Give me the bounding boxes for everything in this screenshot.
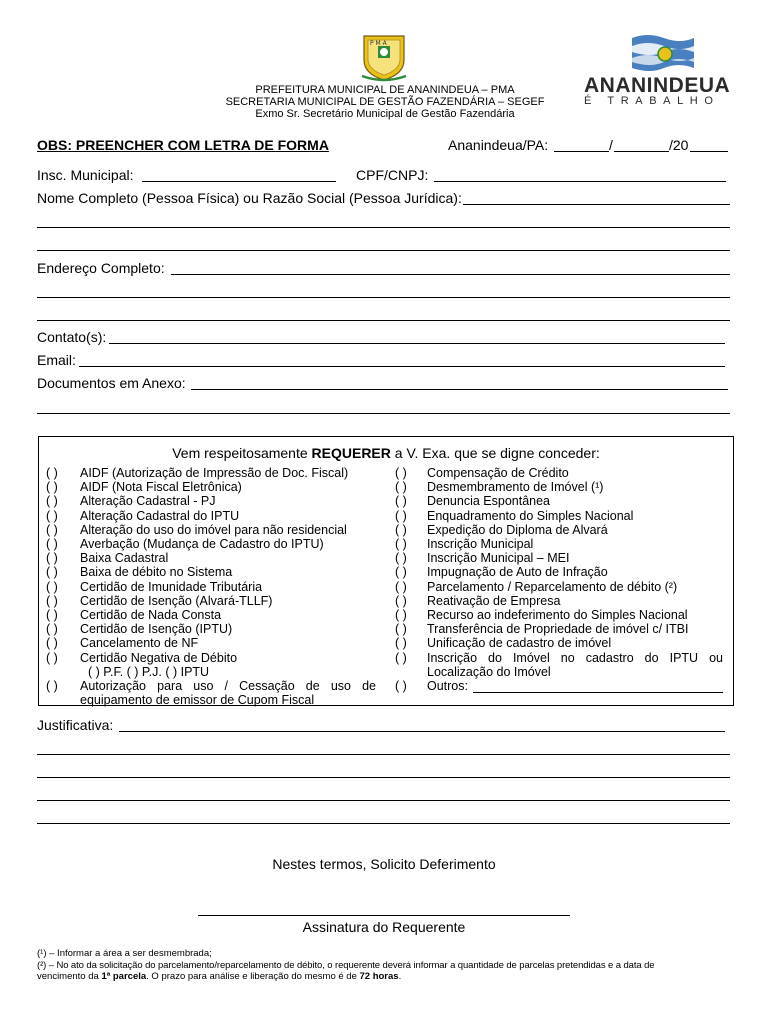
- option-left-5: Averbação (Mudança de Cadastro do IPTU): [80, 537, 324, 551]
- option-right-0: Compensação de Crédito: [427, 466, 569, 480]
- option-left-3: Alteração Cadastral do IPTU: [80, 508, 240, 523]
- checkbox-left-0[interactable]: ( ): [46, 466, 58, 480]
- checkbox-left-12[interactable]: ( ): [46, 636, 58, 651]
- cpf-field[interactable]: [434, 181, 726, 182]
- endereco-field-line-2[interactable]: [37, 297, 730, 298]
- checkbox-left-11[interactable]: ( ): [46, 622, 58, 637]
- checkbox-left-7[interactable]: ( ): [46, 565, 58, 580]
- checkbox-right-10[interactable]: ( ): [395, 608, 407, 622]
- justificativa-line-5[interactable]: [37, 823, 730, 824]
- footnote-2-end: .: [398, 971, 402, 982]
- endereco-field-line-3[interactable]: [37, 320, 730, 321]
- option-right-7: Impugnação de Auto de Infração: [427, 565, 608, 580]
- checkbox-left-4[interactable]: ( ): [46, 522, 58, 537]
- date-label: Ananindeua/PA:: [448, 137, 549, 153]
- date-sep-1: /: [609, 137, 613, 153]
- checkbox-right-0[interactable]: ( ): [395, 466, 407, 480]
- footnote-2: [37, 960, 732, 982]
- date-year-field[interactable]: [690, 151, 728, 152]
- checkbox-left-5[interactable]: ( ): [46, 537, 58, 551]
- checkbox-left-2[interactable]: ( ): [46, 494, 58, 509]
- justificativa-field[interactable]: [119, 731, 725, 732]
- endereco-label: Endereço Completo:: [37, 260, 165, 276]
- checkbox-left-6[interactable]: ( ): [46, 551, 58, 566]
- option-left-11: Certidão de Isenção (IPTU): [80, 622, 233, 637]
- checkbox-left-10[interactable]: ( ): [46, 608, 58, 622]
- city-logo-word: ANANINDEUA: [584, 74, 731, 97]
- option-left-4: Alteração do uso do imóvel para não residencial: [80, 522, 347, 537]
- justificativa-line-4[interactable]: [37, 800, 730, 801]
- date-sep-2: /20: [669, 137, 689, 153]
- footnote-1: (¹) – Informar a área a ser desmembrada;: [37, 948, 212, 959]
- contato-label: Contato(s):: [37, 329, 107, 345]
- date-month-field[interactable]: [614, 151, 669, 152]
- checkbox-right-1[interactable]: ( ): [395, 480, 407, 495]
- documentos-field-line-2[interactable]: [37, 413, 730, 414]
- footnote-2-line-a: (²) – No ato da solicitação do parcelamento/reparcelamento de débito, o requerente deverá informar a quantidade de parcelas pretendidas e a data de: [37, 960, 655, 971]
- option-right-5: Inscrição Municipal: [427, 537, 534, 551]
- option-left-6: Baixa Cadastral: [80, 551, 169, 566]
- option-right-2: Denuncia Espontânea: [427, 494, 551, 509]
- checkbox-left-13[interactable]: ( ): [46, 650, 58, 665]
- checkbox-right-7[interactable]: ( ): [395, 565, 407, 580]
- email-label: Email:: [37, 352, 76, 368]
- checkbox-right-4[interactable]: ( ): [395, 522, 407, 537]
- option-right-10: Recurso ao indeferimento do Simples Nacional: [427, 608, 688, 622]
- pma-crest-text: P M A: [370, 40, 387, 47]
- option-right-4: Expedição do Diploma de Alvará: [427, 522, 608, 537]
- request-intro-pre: Vem respeitosamente: [172, 445, 312, 461]
- footnote-2-pre: vencimento da: [37, 971, 102, 982]
- checkbox-left-15[interactable]: ( ): [46, 679, 58, 693]
- checkbox-right-11[interactable]: ( ): [395, 622, 407, 637]
- email-field[interactable]: [79, 366, 725, 367]
- checkbox-right-2[interactable]: ( ): [395, 494, 407, 509]
- option-left-2: Alteração Cadastral - PJ: [80, 494, 216, 509]
- option-left-9: Certidão de Isenção (Alvará-TLLF): [80, 593, 273, 608]
- option-left-10: Certidão de Nada Consta: [80, 608, 222, 622]
- option-left-12: Cancelamento de NF: [80, 636, 199, 651]
- option-right-6: Inscrição Municipal – MEI: [427, 551, 570, 566]
- signature-line[interactable]: [198, 915, 570, 916]
- option-left-7: Baixa de débito no Sistema: [80, 565, 233, 580]
- insc-label: Insc. Municipal:: [37, 167, 134, 183]
- request-intro-bold: REQUERER: [311, 445, 391, 461]
- checkbox-left-9[interactable]: ( ): [46, 593, 58, 608]
- request-intro: [38, 445, 734, 461]
- checkbox-left-1[interactable]: ( ): [46, 480, 58, 495]
- option-left-14[interactable]: ( ) P.F. ( ) P.J. ( ) IPTU: [88, 664, 210, 679]
- option-left-0: AIDF (Autorização de Impressão de Doc. Fiscal): [80, 466, 349, 480]
- checkbox-right-15[interactable]: ( ): [395, 679, 407, 693]
- option-right-8: Parcelamento / Reparcelamento de débito (²): [427, 579, 678, 594]
- option-right-12: Unificação de cadastro de imóvel: [427, 636, 612, 651]
- endereco-field[interactable]: [171, 274, 730, 275]
- insc-field[interactable]: [142, 181, 336, 182]
- option-right-1: Desmembramento de Imóvel (¹): [427, 480, 604, 495]
- documentos-field[interactable]: [191, 389, 728, 390]
- header-line-1: PREFEITURA MUNICIPAL DE ANANINDEUA – PMA: [255, 84, 515, 96]
- option-right-9: Reativação de Empresa: [427, 593, 561, 608]
- checkbox-right-3[interactable]: ( ): [395, 508, 407, 523]
- checkbox-right-8[interactable]: ( ): [395, 579, 407, 594]
- nome-label: Nome Completo (Pessoa Física) ou Razão Social (Pessoa Jurídica):: [37, 190, 462, 206]
- option-left-16: equipamento de emissor de Cupom Fiscal: [80, 693, 315, 708]
- option-right-15: Outros:: [427, 679, 468, 693]
- option-left-1: AIDF (Nota Fiscal Eletrônica): [80, 480, 242, 495]
- checkbox-right-5[interactable]: ( ): [395, 537, 407, 551]
- checkbox-right-12[interactable]: ( ): [395, 636, 407, 651]
- checkbox-left-8[interactable]: ( ): [46, 579, 58, 594]
- pma-crest-logo: [358, 32, 410, 82]
- contato-field[interactable]: [109, 343, 725, 344]
- option-right-11: Transferência de Propriedade de imóvel c/ ITBI: [427, 622, 689, 637]
- footnote-2-bold2: 72 horas: [359, 971, 399, 982]
- justificativa-line-3[interactable]: [37, 777, 730, 778]
- checkbox-right-13[interactable]: ( ): [395, 650, 407, 665]
- header-line-2: SECRETARIA MUNICIPAL DE GESTÃO FAZENDÁRIA – SEGEF: [225, 96, 545, 108]
- option-left-15: Autorização para uso / Cessação de uso de: [80, 679, 376, 693]
- footnote-2-bold: 1ª parcela: [101, 971, 147, 982]
- closing-text: Nestes termos, Solicito Deferimento: [272, 856, 496, 872]
- justificativa-line-2[interactable]: [37, 754, 730, 755]
- checkbox-left-3[interactable]: ( ): [46, 508, 58, 523]
- nome-field[interactable]: [463, 204, 730, 205]
- city-logo-tagline: É TRABALHO: [584, 95, 720, 107]
- checkbox-right-6[interactable]: ( ): [395, 551, 407, 566]
- footnote-2-mid: . O prazo para análise e liberação do mesmo é de: [146, 971, 360, 982]
- header-line-3: Exmo Sr. Secretário Municipal de Gestão Fazendária: [255, 108, 515, 120]
- signature-label: Assinatura do Requerente: [302, 919, 466, 935]
- request-intro-post: a V. Exa. que se digne conceder:: [390, 445, 600, 461]
- option-right-3: Enquadramento do Simples Nacional: [427, 508, 634, 523]
- footnote-2-line-b: [37, 971, 732, 982]
- option-right-14: Localização do Imóvel: [427, 664, 551, 679]
- ananindeua-flag-icon: [628, 30, 698, 74]
- nome-field-line-2[interactable]: [37, 227, 730, 228]
- justificativa-label: Justificativa:: [37, 717, 114, 733]
- option-left-13: Certidão Negativa de Débito: [80, 650, 238, 665]
- obs-notice: OBS: PREENCHER COM LETRA DE FORMA: [37, 137, 329, 153]
- nome-field-line-3[interactable]: [37, 250, 730, 251]
- documentos-label: Documentos em Anexo:: [37, 375, 186, 391]
- checkbox-right-9[interactable]: ( ): [395, 593, 407, 608]
- date-day-field[interactable]: [554, 151, 609, 152]
- outros-field[interactable]: [473, 692, 723, 693]
- option-left-8: Certidão de Imunidade Tributária: [80, 579, 263, 594]
- option-right-13: Inscrição do Imóvel no cadastro do IPTU ou: [427, 650, 723, 665]
- cpf-label: CPF/CNPJ:: [356, 167, 429, 183]
